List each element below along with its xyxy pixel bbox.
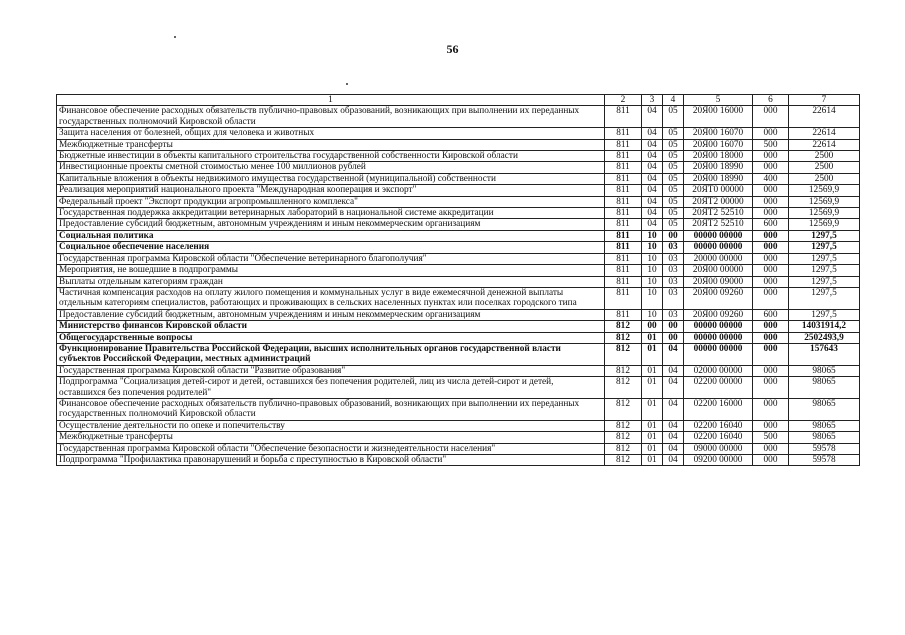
item-name-cell: Осуществление деятельности по опеке и попечительству (57, 420, 605, 431)
amount-cell: 1297,5 (789, 276, 860, 287)
expense-type-code-cell: 600 (753, 309, 789, 320)
section-code-cell: 01 (642, 420, 663, 431)
ministry-code-cell: 811 (605, 173, 642, 184)
amount-cell: 2500 (789, 173, 860, 184)
item-name-cell: Мероприятия, не вошедшие в подпрограммы (57, 265, 605, 276)
expense-type-code-cell: 000 (753, 332, 789, 343)
item-name-cell: Государственная программа Кировской области "Развитие образования" (57, 365, 605, 376)
section-code-cell: 04 (642, 208, 663, 219)
amount-cell: 98065 (789, 432, 860, 443)
expense-type-code-cell: 000 (753, 208, 789, 219)
target-article-code-cell: 20Я00 09260 (684, 287, 753, 309)
section-code-cell: 01 (642, 332, 663, 343)
target-article-code-cell: 20Я00 09260 (684, 309, 753, 320)
amount-cell: 12569,9 (789, 219, 860, 230)
section-code-cell: 10 (642, 242, 663, 253)
section-code-cell: 01 (642, 443, 663, 454)
scan-speck (174, 36, 176, 38)
section-code-cell: 04 (642, 162, 663, 173)
ministry-code-cell: 811 (605, 287, 642, 309)
table-row (57, 185, 860, 196)
subsection-code-cell: 05 (663, 162, 684, 173)
item-name-cell: Предоставление субсидий бюджетным, автономным учреждениям и иным некоммерческим организациям (57, 219, 605, 230)
ministry-code-cell: 811 (605, 242, 642, 253)
expense-type-code-cell: 000 (753, 398, 789, 420)
section-code-cell: 04 (642, 151, 663, 162)
item-name-cell: Защита населения от болезней, общих для человека и животных (57, 128, 605, 139)
amount-cell: 98065 (789, 377, 860, 399)
target-article-code-cell: 00000 00000 (684, 332, 753, 343)
table-row (57, 196, 860, 207)
table-row (57, 219, 860, 230)
ministry-code-cell: 811 (605, 309, 642, 320)
expense-type-code-cell: 600 (753, 219, 789, 230)
table-row (57, 365, 860, 376)
subsection-code-cell: 05 (663, 208, 684, 219)
expense-type-code-cell: 000 (753, 420, 789, 431)
subsection-code-cell: 04 (663, 398, 684, 420)
section-code-cell: 01 (642, 398, 663, 420)
table-row (57, 455, 860, 466)
ministry-code-cell: 812 (605, 377, 642, 399)
table-row (57, 377, 860, 399)
target-article-code-cell: 20Я00 18000 (684, 151, 753, 162)
ministry-code-cell: 811 (605, 230, 642, 241)
item-name-cell: Подпрограмма "Социализация детей-сирот и детей, оставшихся без попечения родителей, лиц из числа детей-сирот и детей, оставшихся без попечения родителей" (57, 377, 605, 399)
ministry-code-cell: 811 (605, 139, 642, 150)
expense-type-code-cell: 000 (753, 365, 789, 376)
subsection-code-cell: 04 (663, 455, 684, 466)
expense-type-code-cell: 000 (753, 230, 789, 241)
item-name-cell: Федеральный проект "Экспорт продукции агропромышленного комплекса" (57, 196, 605, 207)
ministry-code-cell: 811 (605, 219, 642, 230)
subsection-code-cell: 03 (663, 265, 684, 276)
ministry-code-cell: 812 (605, 332, 642, 343)
amount-cell: 1297,5 (789, 230, 860, 241)
amount-cell: 22614 (789, 106, 860, 128)
ministry-code-cell: 812 (605, 343, 642, 365)
target-article-code-cell: 20ЯТ2 00000 (684, 196, 753, 207)
ministry-code-cell: 811 (605, 128, 642, 139)
ministry-code-cell: 812 (605, 398, 642, 420)
target-article-code-cell: 20Я00 09000 (684, 276, 753, 287)
item-name-cell: Межбюджетные трансферты (57, 432, 605, 443)
subsection-code-cell: 05 (663, 139, 684, 150)
expense-type-code-cell: 000 (753, 185, 789, 196)
section-code-cell: 10 (642, 265, 663, 276)
expense-type-code-cell: 000 (753, 276, 789, 287)
expense-type-code-cell: 000 (753, 253, 789, 264)
table-row (57, 208, 860, 219)
subsection-code-cell: 05 (663, 128, 684, 139)
expense-type-code-cell: 500 (753, 432, 789, 443)
amount-cell: 98065 (789, 398, 860, 420)
target-article-code-cell: 09000 00000 (684, 443, 753, 454)
ministry-code-cell: 812 (605, 321, 642, 332)
item-name-cell: Государственная программа Кировской области "Обеспечение ветеринарного благополучия" (57, 253, 605, 264)
item-name-cell: Общегосударственные вопросы (57, 332, 605, 343)
subsection-code-cell: 05 (663, 219, 684, 230)
target-article-code-cell: 00000 00000 (684, 343, 753, 365)
ministry-code-cell: 811 (605, 265, 642, 276)
item-name-cell: Инвестиционные проекты сметной стоимостью менее 100 миллионов рублей (57, 162, 605, 173)
expense-type-code-cell: 000 (753, 321, 789, 332)
expense-type-code-cell: 000 (753, 377, 789, 399)
ministry-code-cell: 812 (605, 443, 642, 454)
expense-type-code-cell: 000 (753, 162, 789, 173)
expense-type-code-cell: 000 (753, 455, 789, 466)
amount-cell: 12569,9 (789, 208, 860, 219)
section-code-cell: 10 (642, 309, 663, 320)
table-row (57, 106, 860, 128)
target-article-code-cell: 20Я00 16070 (684, 139, 753, 150)
target-article-code-cell: 20ЯТ2 52510 (684, 219, 753, 230)
ministry-code-cell: 812 (605, 420, 642, 431)
budget-table (56, 94, 860, 466)
item-name-cell: Подпрограмма "Профилактика правонарушений и борьба с преступностью в Кировской области" (57, 455, 605, 466)
ministry-code-cell: 811 (605, 208, 642, 219)
target-article-code-cell: 20Я00 16000 (684, 106, 753, 128)
amount-cell: 2500 (789, 162, 860, 173)
subsection-code-cell: 04 (663, 343, 684, 365)
ministry-code-cell: 811 (605, 106, 642, 128)
amount-cell: 98065 (789, 420, 860, 431)
header-cell-6: 6 (753, 95, 789, 106)
subsection-code-cell: 00 (663, 230, 684, 241)
amount-cell: 1297,5 (789, 287, 860, 309)
target-article-code-cell: 02200 00000 (684, 377, 753, 399)
subsection-code-cell: 05 (663, 173, 684, 184)
ministry-code-cell: 811 (605, 151, 642, 162)
table-row (57, 343, 860, 365)
section-code-cell: 01 (642, 377, 663, 399)
section-code-cell: 04 (642, 139, 663, 150)
table-row (57, 230, 860, 241)
table-row (57, 443, 860, 454)
header-cell-1: 1 (57, 95, 605, 106)
table-row (57, 309, 860, 320)
subsection-code-cell: 04 (663, 365, 684, 376)
section-code-cell: 10 (642, 253, 663, 264)
table-row (57, 276, 860, 287)
target-article-code-cell: 20Я00 18990 (684, 162, 753, 173)
section-code-cell: 04 (642, 106, 663, 128)
table-row (57, 287, 860, 309)
target-article-code-cell: 20ЯТ0 00000 (684, 185, 753, 196)
target-article-code-cell: 02200 16000 (684, 398, 753, 420)
scan-speck (346, 83, 348, 85)
section-code-cell: 04 (642, 219, 663, 230)
section-code-cell: 10 (642, 287, 663, 309)
target-article-code-cell: 02000 00000 (684, 365, 753, 376)
subsection-code-cell: 03 (663, 253, 684, 264)
target-article-code-cell: 20Я00 18990 (684, 173, 753, 184)
subsection-code-cell: 03 (663, 309, 684, 320)
header-cell-3: 3 (642, 95, 663, 106)
section-code-cell: 04 (642, 185, 663, 196)
section-code-cell: 01 (642, 432, 663, 443)
amount-cell: 98065 (789, 365, 860, 376)
subsection-code-cell: 05 (663, 185, 684, 196)
section-code-cell: 00 (642, 321, 663, 332)
amount-cell: 14031914,2 (789, 321, 860, 332)
subsection-code-cell: 03 (663, 242, 684, 253)
expense-type-code-cell: 400 (753, 173, 789, 184)
amount-cell: 22614 (789, 139, 860, 150)
expense-type-code-cell: 000 (753, 443, 789, 454)
section-code-cell: 04 (642, 128, 663, 139)
item-name-cell: Предоставление субсидий бюджетным, автономным учреждениям и иным некоммерческим организациям (57, 309, 605, 320)
ministry-code-cell: 811 (605, 185, 642, 196)
amount-cell: 22614 (789, 128, 860, 139)
ministry-code-cell: 811 (605, 162, 642, 173)
amount-cell: 1297,5 (789, 265, 860, 276)
ministry-code-cell: 812 (605, 432, 642, 443)
table-body (57, 106, 860, 466)
table-row (57, 398, 860, 420)
item-name-cell: Реализация мероприятий национального проекта "Международная кооперация и экспорт" (57, 185, 605, 196)
amount-cell: 12569,9 (789, 196, 860, 207)
item-name-cell: Государственная поддержка аккредитации ветеринарных лабораторий в национальной системе аккредитации (57, 208, 605, 219)
amount-cell: 157643 (789, 343, 860, 365)
expense-type-code-cell: 000 (753, 343, 789, 365)
header-row (57, 95, 860, 106)
expense-type-code-cell: 000 (753, 265, 789, 276)
item-name-cell: Министерство финансов Кировской области (57, 321, 605, 332)
target-article-code-cell: 00000 00000 (684, 242, 753, 253)
target-article-code-cell: 09200 00000 (684, 455, 753, 466)
target-article-code-cell: 02200 16040 (684, 420, 753, 431)
amount-cell: 12569,9 (789, 185, 860, 196)
table-row (57, 173, 860, 184)
expense-type-code-cell: 500 (753, 139, 789, 150)
table-row (57, 265, 860, 276)
ministry-code-cell: 811 (605, 196, 642, 207)
table-row (57, 321, 860, 332)
ministry-code-cell: 812 (605, 365, 642, 376)
subsection-code-cell: 04 (663, 420, 684, 431)
amount-cell: 59578 (789, 443, 860, 454)
target-article-code-cell: 20ЯТ2 52510 (684, 208, 753, 219)
target-article-code-cell: 20Я00 00000 (684, 265, 753, 276)
table-row (57, 162, 860, 173)
section-code-cell: 04 (642, 196, 663, 207)
expense-type-code-cell: 000 (753, 196, 789, 207)
table-row (57, 253, 860, 264)
amount-cell: 1297,5 (789, 309, 860, 320)
target-article-code-cell: 00000 00000 (684, 230, 753, 241)
target-article-code-cell: 02200 16040 (684, 432, 753, 443)
item-name-cell: Частичная компенсация расходов на оплату жилого помещения и коммунальных услуг в виде ежемесячной денежной выплаты отдельным категориям специалистов, работающих и проживающих в сельских населенных пунктах или поселках городского типа (57, 287, 605, 309)
item-name-cell: Социальное обеспечение населения (57, 242, 605, 253)
table-row (57, 151, 860, 162)
table-row (57, 139, 860, 150)
amount-cell: 2502493,9 (789, 332, 860, 343)
subsection-code-cell: 00 (663, 332, 684, 343)
expense-type-code-cell: 000 (753, 106, 789, 128)
expense-type-code-cell: 000 (753, 242, 789, 253)
section-code-cell: 01 (642, 455, 663, 466)
table-row (57, 432, 860, 443)
target-article-code-cell: 20000 00000 (684, 253, 753, 264)
item-name-cell: Функционирование Правительства Российской Федерации, высших исполнительных органов государственной власти субъектов Российской Федерации, местных администраций (57, 343, 605, 365)
subsection-code-cell: 03 (663, 287, 684, 309)
amount-cell: 1297,5 (789, 242, 860, 253)
table-row (57, 420, 860, 431)
item-name-cell: Бюджетные инвестиции в объекты капитального строительства государственной собственности Кировской области (57, 151, 605, 162)
expense-type-code-cell: 000 (753, 128, 789, 139)
ministry-code-cell: 811 (605, 276, 642, 287)
item-name-cell: Капитальные вложения в объекты недвижимого имущества государственной (муниципальной) собственности (57, 173, 605, 184)
amount-cell: 1297,5 (789, 253, 860, 264)
subsection-code-cell: 04 (663, 443, 684, 454)
subsection-code-cell: 05 (663, 196, 684, 207)
header-cell-2: 2 (605, 95, 642, 106)
section-code-cell: 01 (642, 343, 663, 365)
amount-cell: 59578 (789, 455, 860, 466)
target-article-code-cell: 20Я00 16070 (684, 128, 753, 139)
section-code-cell: 01 (642, 365, 663, 376)
item-name-cell: Выплаты отдельным категориям граждан (57, 276, 605, 287)
item-name-cell: Государственная программа Кировской области "Обеспечение безопасности и жизнедеятельности населения" (57, 443, 605, 454)
item-name-cell: Межбюджетные трансферты (57, 139, 605, 150)
header-cell-4: 4 (663, 95, 684, 106)
item-name-cell: Финансовое обеспечение расходных обязательств публично-правовых образований, возникающих при выполнении их переданных государственных полномочий Кировской области (57, 106, 605, 128)
subsection-code-cell: 04 (663, 377, 684, 399)
ministry-code-cell: 811 (605, 253, 642, 264)
subsection-code-cell: 05 (663, 106, 684, 128)
ministry-code-cell: 812 (605, 455, 642, 466)
header-cell-5: 5 (684, 95, 753, 106)
page-number: 56 (446, 42, 459, 56)
amount-cell: 2500 (789, 151, 860, 162)
target-article-code-cell: 00000 00000 (684, 321, 753, 332)
table-row (57, 128, 860, 139)
expense-type-code-cell: 000 (753, 287, 789, 309)
table-row (57, 242, 860, 253)
item-name-cell: Социальная политика (57, 230, 605, 241)
section-code-cell: 04 (642, 173, 663, 184)
table-row (57, 332, 860, 343)
subsection-code-cell: 03 (663, 276, 684, 287)
section-code-cell: 10 (642, 276, 663, 287)
subsection-code-cell: 00 (663, 321, 684, 332)
expense-type-code-cell: 000 (753, 151, 789, 162)
item-name-cell: Финансовое обеспечение расходных обязательств публично-правовых образований, возникающих при выполнении их переданных государственных полномочий Кировской области (57, 398, 605, 420)
subsection-code-cell: 04 (663, 432, 684, 443)
header-cell-7: 7 (789, 95, 860, 106)
section-code-cell: 10 (642, 230, 663, 241)
subsection-code-cell: 05 (663, 151, 684, 162)
